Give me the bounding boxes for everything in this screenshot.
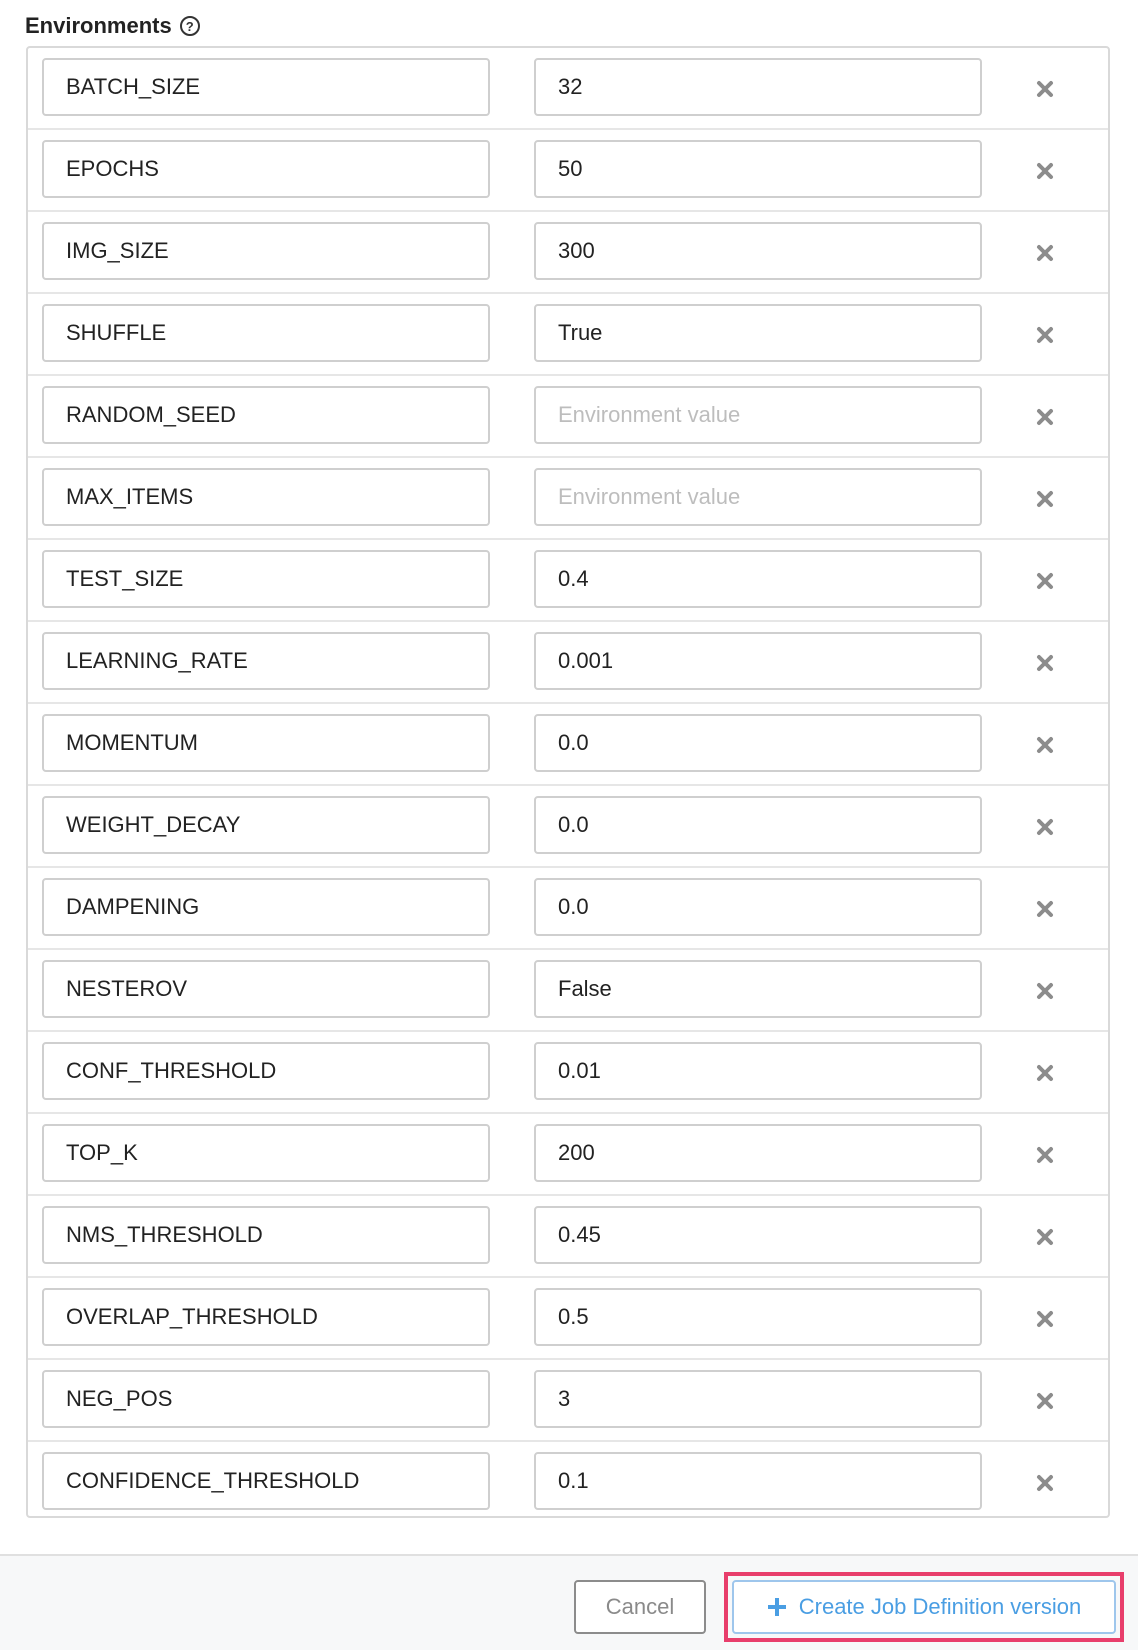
env-row xyxy=(28,130,1108,212)
close-icon xyxy=(1036,1310,1054,1328)
env-value-input[interactable] xyxy=(534,1042,982,1100)
env-key-input[interactable] xyxy=(42,550,490,608)
env-key-input[interactable] xyxy=(42,796,490,854)
env-value-input[interactable] xyxy=(534,222,982,280)
close-icon xyxy=(1036,1392,1054,1410)
remove-env-button[interactable] xyxy=(1030,1222,1060,1252)
environment-variables-list xyxy=(26,46,1110,1518)
close-icon xyxy=(1036,900,1054,918)
env-key-input[interactable] xyxy=(42,1206,490,1264)
remove-env-button[interactable] xyxy=(1030,812,1060,842)
env-key-input[interactable] xyxy=(42,468,490,526)
env-key-input[interactable] xyxy=(42,140,490,198)
close-icon xyxy=(1036,1064,1054,1082)
env-value-input[interactable] xyxy=(534,1124,982,1182)
env-value-input[interactable] xyxy=(534,796,982,854)
env-row xyxy=(28,540,1108,622)
env-row xyxy=(28,786,1108,868)
env-row xyxy=(28,868,1108,950)
help-circle-icon[interactable]: ? xyxy=(180,16,200,36)
remove-env-button[interactable] xyxy=(1030,976,1060,1006)
close-icon xyxy=(1036,1228,1054,1246)
remove-env-button[interactable] xyxy=(1030,484,1060,514)
env-value-input[interactable] xyxy=(534,632,982,690)
env-key-input[interactable] xyxy=(42,632,490,690)
env-key-input[interactable] xyxy=(42,304,490,362)
env-row xyxy=(28,622,1108,704)
env-value-input[interactable] xyxy=(534,386,982,444)
env-key-input[interactable] xyxy=(42,1042,490,1100)
close-icon xyxy=(1036,1146,1054,1164)
create-button-label: Create Job Definition version xyxy=(798,1594,1082,1619)
env-row xyxy=(28,376,1108,458)
env-row xyxy=(28,1032,1108,1114)
remove-env-button[interactable] xyxy=(1030,894,1060,924)
close-icon xyxy=(1036,326,1054,344)
close-icon xyxy=(1036,80,1054,98)
remove-env-button[interactable] xyxy=(1030,566,1060,596)
form-footer xyxy=(0,1554,1138,1650)
env-key-input[interactable] xyxy=(42,714,490,772)
env-value-input[interactable] xyxy=(534,304,982,362)
remove-env-button[interactable] xyxy=(1030,320,1060,350)
env-row xyxy=(28,458,1108,540)
remove-env-button[interactable] xyxy=(1030,156,1060,186)
env-value-input[interactable] xyxy=(534,140,982,198)
env-row xyxy=(28,950,1108,1032)
env-row xyxy=(28,1278,1108,1360)
env-key-input[interactable] xyxy=(42,1452,490,1510)
env-row xyxy=(28,1360,1108,1442)
close-icon xyxy=(1036,1474,1054,1492)
env-row xyxy=(28,704,1108,786)
close-icon xyxy=(1036,408,1054,426)
env-value-input[interactable] xyxy=(534,468,982,526)
environments-header xyxy=(25,10,200,42)
cancel-button[interactable]: Cancel xyxy=(574,1580,706,1634)
env-key-input[interactable] xyxy=(42,878,490,936)
close-icon xyxy=(1036,162,1054,180)
close-icon xyxy=(1036,736,1054,754)
env-key-input[interactable] xyxy=(42,1370,490,1428)
remove-env-button[interactable] xyxy=(1030,1468,1060,1498)
remove-env-button[interactable] xyxy=(1030,402,1060,432)
remove-env-button[interactable] xyxy=(1030,1058,1060,1088)
close-icon xyxy=(1036,572,1054,590)
env-row xyxy=(28,212,1108,294)
env-row xyxy=(28,1114,1108,1196)
env-row xyxy=(28,48,1108,130)
env-value-input[interactable] xyxy=(534,1370,982,1428)
env-key-input[interactable] xyxy=(42,960,490,1018)
plus-icon xyxy=(767,1597,787,1617)
close-icon xyxy=(1036,982,1054,1000)
close-icon xyxy=(1036,654,1054,672)
env-value-input[interactable] xyxy=(534,714,982,772)
env-value-input[interactable] xyxy=(534,58,982,116)
remove-env-button[interactable] xyxy=(1030,238,1060,268)
remove-env-button[interactable] xyxy=(1030,74,1060,104)
env-key-input[interactable] xyxy=(42,222,490,280)
env-value-input[interactable] xyxy=(534,960,982,1018)
env-key-input[interactable] xyxy=(42,386,490,444)
env-value-input[interactable] xyxy=(534,878,982,936)
env-value-input[interactable] xyxy=(534,550,982,608)
remove-env-button[interactable] xyxy=(1030,1304,1060,1334)
close-icon xyxy=(1036,490,1054,508)
close-icon xyxy=(1036,818,1054,836)
env-key-input[interactable] xyxy=(42,1288,490,1346)
remove-env-button[interactable] xyxy=(1030,648,1060,678)
remove-env-button[interactable] xyxy=(1030,730,1060,760)
env-key-input[interactable] xyxy=(42,1124,490,1182)
env-row xyxy=(28,1196,1108,1278)
env-value-input[interactable] xyxy=(534,1206,982,1264)
env-value-input[interactable] xyxy=(534,1288,982,1346)
section-title: Environments xyxy=(25,13,172,38)
remove-env-button[interactable] xyxy=(1030,1386,1060,1416)
env-row xyxy=(28,294,1108,376)
env-value-input[interactable] xyxy=(534,1452,982,1510)
env-row xyxy=(28,1442,1108,1518)
create-job-definition-version-button[interactable] xyxy=(732,1580,1116,1634)
env-key-input[interactable] xyxy=(42,58,490,116)
remove-env-button[interactable] xyxy=(1030,1140,1060,1170)
close-icon xyxy=(1036,244,1054,262)
